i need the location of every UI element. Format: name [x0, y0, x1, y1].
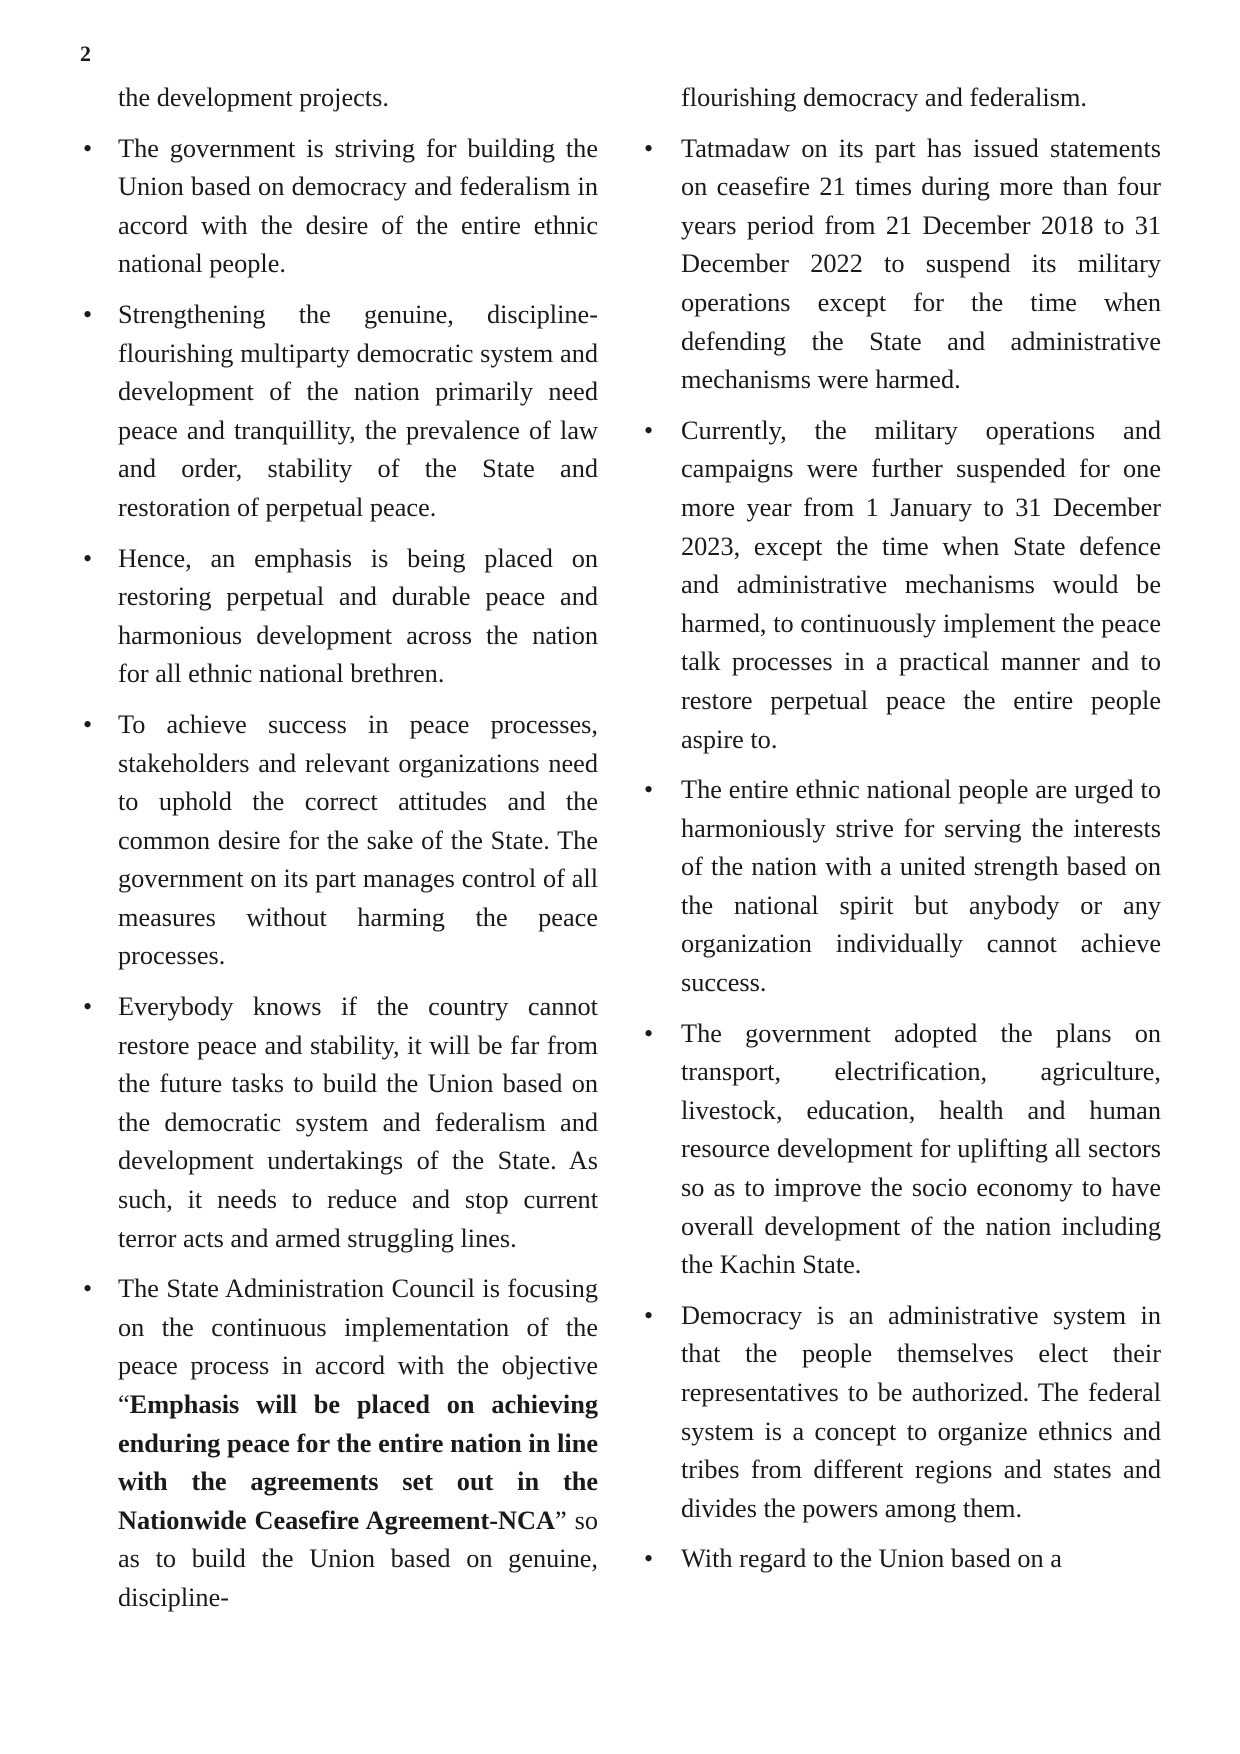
bullet-item: • Hence, an emphasis is being placed on restoring perpetual and durable peace and harmonious development across the nation for all ethnic national brethren. — [118, 540, 598, 694]
bullet-item: • The government adopted the plans on transport, electrification, agriculture, livestock, education, health and human resource development for uplifting all sectors so as to improve the socio economy to have overall development of the nation including the Kachin State. — [681, 1015, 1161, 1285]
bullet-item: • Currently, the military operations and campaigns were further suspended for one more year from 1 January to 31 December 2023, except the time when State defence and administrative mechanisms would be harmed, to continuously implement the peace talk processes in a practical manner and to restore perpetual peace the entire people aspire to. — [681, 412, 1161, 759]
bullet-item-sac-objective — [118, 1270, 598, 1617]
bullet-item: • Democracy is an administrative system in that the people themselves elect their representatives to be authorized. The federal system is a concept to organize ethnics and tribes from different regions and states and divides the powers among them. — [681, 1297, 1161, 1529]
continuation-text: the development projects. — [118, 83, 389, 112]
bullet-item: • The government is striving for building the Union based on democracy and federalism in accord with the desire of the entire ethnic national people. — [118, 130, 598, 284]
bullet-item: • The entire ethnic national people are urged to harmoniously strive for serving the interests of the nation with a united strength based on the national spirit but anybody or any organization individually cannot achieve success. — [681, 771, 1161, 1003]
page-number: 2 — [80, 41, 91, 66]
bullet-item: • Tatmadaw on its part has issued statements on ceasefire 21 times during more than four years period from 21 December 2018 to 31 December 2022 to suspend its military operations except for the time when defending the State and administrative mechanisms were harmed. — [681, 130, 1161, 400]
bullet-item: • Strengthening the genuine, discipline-flourishing multiparty democratic system and development of the nation primarily need peace and tranquillity, the prevalence of law and order, stability of the State and restoration of perpetual peace. — [118, 296, 598, 528]
continuation-text: flourishing democracy and federalism. — [681, 83, 1087, 112]
objective-intro: The State Administration Council is focusing on the continuous implementation of the peace process in accord with the objective “ — [118, 1274, 598, 1419]
bullet-item: • To achieve success in peace processes, stakeholders and relevant organizations need to uphold the correct attitudes and the common desire for the sake of the State. The government on its part manages control of all measures without harming the peace processes. — [118, 706, 598, 976]
bullet-item: • With regard to the Union based on a — [681, 1540, 1161, 1579]
objective-outro: ” so as to build the Union based on genuine, discipline- — [118, 1505, 598, 1612]
bullet-item: • Everybody knows if the country cannot restore peace and stability, it will be far from the future tasks to build the Union based on the democratic system and federalism and development undertakings of the State. As such, it needs to reduce and stop current terror acts and armed struggling lines. — [118, 988, 598, 1258]
objective-quote-bold: Emphasis will be placed on achieving enduring peace for the entire nation in line with the agreements set out in the Nationwide Ceasefire Agreement-NCA — [118, 1390, 598, 1535]
left-column — [118, 79, 598, 1630]
right-column — [681, 79, 1161, 1591]
